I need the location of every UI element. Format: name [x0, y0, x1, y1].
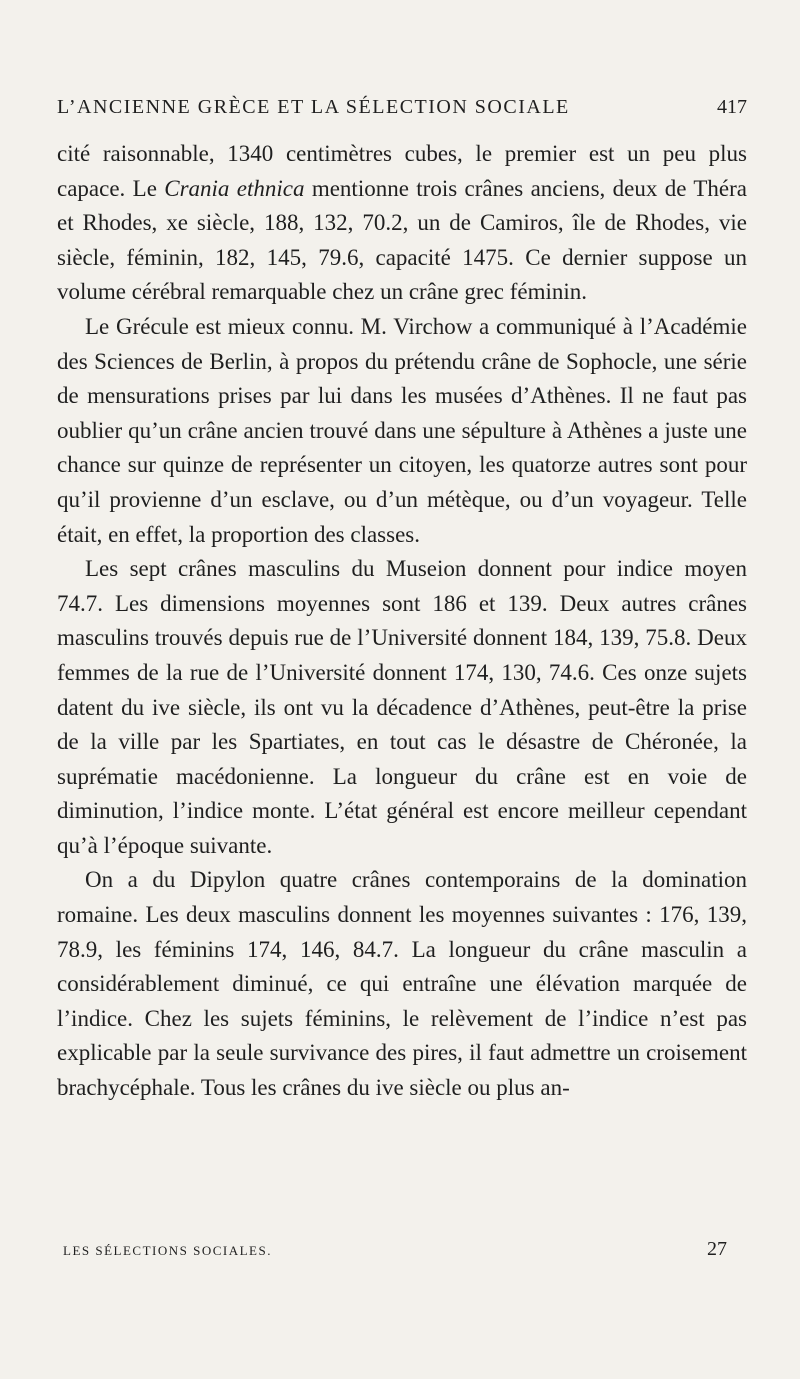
crania-ethnica-title: Crania ethnica	[164, 175, 305, 201]
page-footer	[57, 1238, 747, 1261]
body-text	[57, 137, 747, 1106]
paragraph-1-text-b: mentionne trois crânes anciens, deux de Théra et Rhodes, xe siècle, 188, 132, 70.2, un de Camiros, île de Rhodes, vie siècle, féminin, 182, 145, 79.6, capacité 1475. Ce dernier suppose un volume cérébral remarquable chez un crâne grec féminin.	[57, 175, 747, 305]
signature-label: LES SÉLECTIONS SOCIALES.	[63, 1243, 272, 1258]
page-number: 417	[717, 96, 747, 118]
paragraph-1-text-a: cité raisonnable, 1340 centimètres cubes, le premier est un peu plus capace. Le	[57, 141, 747, 201]
paragraph-4: On a du Dipylon quatre crânes contemporains de la domination romaine. Les deux masculins donnent les moyennes suivantes : 176, 139, 78.9, les féminins 174, 146, 84.7. La longueur du crâne masculin a considérablement diminué, ce qui entraîne une élévation marquée de l’indice. Chez les sujets féminins, le relèvement de l’indice n’est pas explicable par la seule survivance des pires, il faut admettre un croisement brachycéphale. Tous les crânes du ive siècle ou plus an-	[57, 867, 747, 1101]
book-page	[57, 0, 747, 1379]
paragraph-3: Les sept crânes masculins du Museion donnent pour indice moyen 74.7. Les dimensions moyennes sont 186 et 139. Deux autres crânes masculins trouvés depuis rue de l’Université donnent 184, 139, 75.8. Deux femmes de la rue de l’Université donnent 174, 130, 74.6. Ces onze sujets datent du ive siècle, ils ont vu la décadence d’Athènes, peut-être la prise de la ville par les Spartiates, en tout cas le désastre de Chéronée, la suprématie macédonienne. La longueur du crâne est en voie de diminution, l’indice monte. L’état général est encore meilleur cependant qu’à l’époque suivante.	[57, 556, 747, 858]
paragraph-2: Le Grécule est mieux connu. M. Virchow a communiqué à l’Académie des Sciences de Berlin, à propos du prétendu crâne de Sophocle, une série de mensurations prises par lui dans les musées d’Athènes. Il ne faut pas oublier qu’un crâne ancien trouvé dans une sépulture à Athènes a juste une chance sur quinze de représenter un citoyen, les quatorze autres sont pour qu’il provienne d’un esclave, ou d’un métèque, ou d’un voyageur. Telle était, en effet, la proportion des classes.	[57, 313, 747, 547]
paragraph-1	[57, 137, 747, 310]
signature-number: 27	[707, 1238, 727, 1260]
running-head	[57, 96, 747, 119]
running-head-title: L’ANCIENNE GRÈCE ET LA SÉLECTION SOCIALE	[57, 96, 570, 118]
